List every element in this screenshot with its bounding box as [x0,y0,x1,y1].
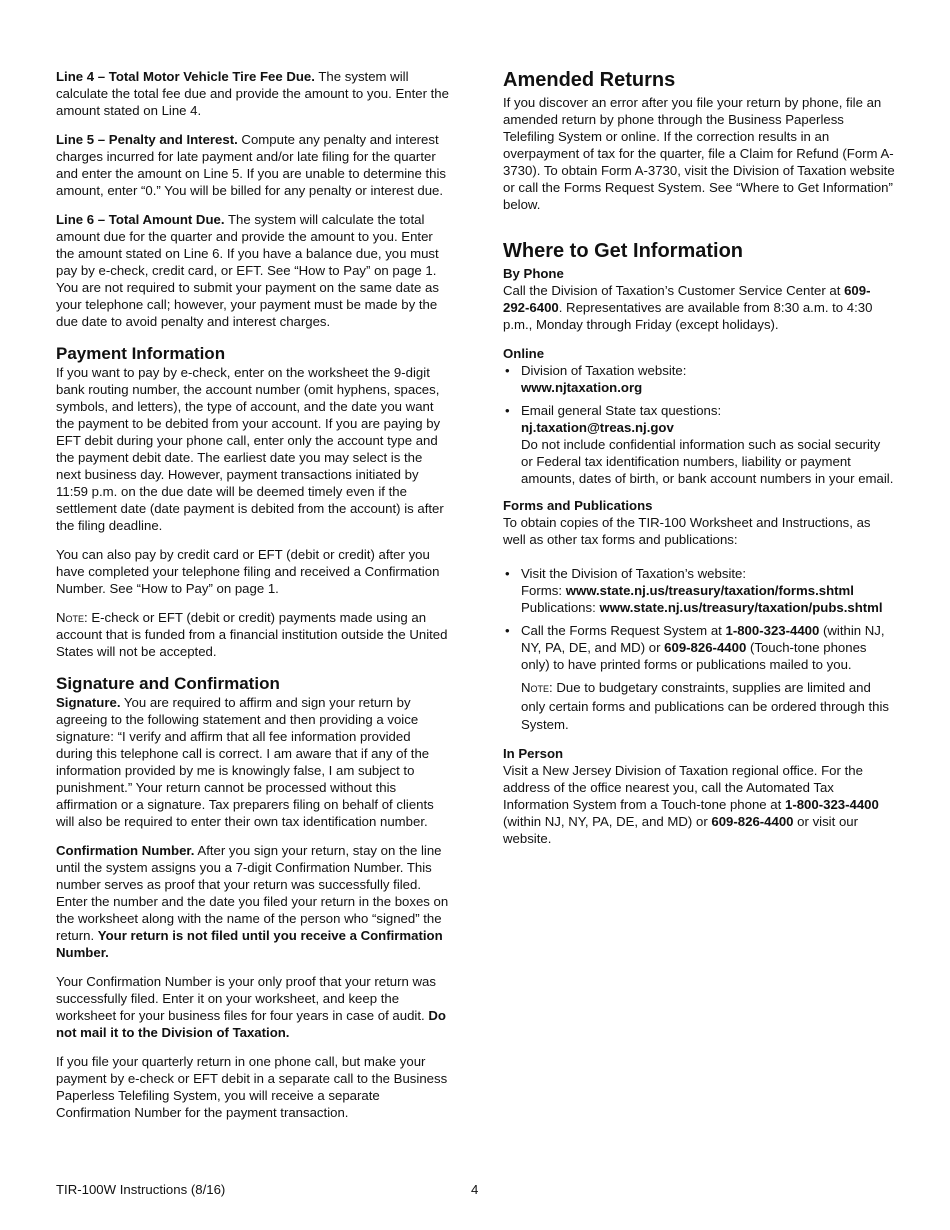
footer-document-title: TIR-100W Instructions (8/16) [56,1182,226,1197]
forms-label: Forms: [521,583,566,598]
in-person-paragraph [503,762,895,847]
list-item [503,565,895,616]
line4-label: Line 4 – Total Motor Vehicle Tire Fee Due. [56,69,315,84]
signature-label: Signature. [56,695,121,710]
line4-text: The system will calculate the total fee due and provide the amount to you. Enter the amount stated on Line 4. [56,69,449,118]
in-person-text: Visit a New Jersey Division of Taxation regional office. For the address of the office nearest you, call the Automated Tax Information System from a Touch-tone phone at [503,762,863,812]
where-heading: Where to Get Information [503,240,743,262]
forms-call-text-3: (Touch-tone phones only) to have printed forms or publications mailed to you. [521,640,867,672]
forms-intro: To obtain copies of the TIR-100 Worksheet and Instructions, as well as other tax forms and publications: [503,515,871,547]
in-person-text-2: (within NJ, NY, PA, DE, and MD) or [503,813,712,829]
in-person-phone-1: 1-800-323-4400 [784,796,879,812]
confirmation-label: Confirmation Number. [56,843,195,858]
online-list [503,362,895,487]
in-person-heading: In Person [503,745,564,761]
confirmation-paragraph [56,842,450,961]
customer-service-phone: 609-292-6400 [503,283,871,315]
line5-paragraph [56,131,450,199]
note-text: E-check or EFT (debit or credit) payments made using an account that is funded from a financial institution outside the United States will not be accepted. [56,610,448,659]
online-heading: Online [503,346,545,361]
website-label: Division of Taxation website: [521,363,687,378]
confirmation-bold: Your return is not filed until you receive a Confirmation Number. [56,928,443,960]
website-link[interactable]: www.njtaxation.org [521,380,643,395]
forms-call-text: Call the Forms Request System at [521,623,726,638]
note-label: Note: [56,610,88,625]
amended-heading: Amended Returns [503,69,676,91]
by-phone-text: Call the Division of Taxation’s Customer Service Center at [503,283,845,298]
note-label: Note: [521,680,553,695]
publications-link[interactable]: www.state.nj.us/treasury/taxation/pubs.shtml [599,600,883,615]
list-item [503,402,895,487]
in-person-text-3: or visit our website. [503,813,859,846]
signature-heading: Signature and Confirmation [56,674,280,693]
payment-paragraph-2: You can also pay by credit card or EFT (debit or credit) after you have completed your telephone filing and received a Confirmation Number. See “How to Pay” on page 1. [56,547,440,596]
line6-label: Line 6 – Total Amount Due. [56,212,225,227]
email-link[interactable]: nj.taxation@treas.nj.gov [521,420,674,435]
left-column [56,68,450,1133]
proof-bold: Do not mail it to the Division of Taxation. [56,1008,446,1040]
publications-label: Publications: [521,600,600,615]
line5-label: Line 5 – Penalty and Interest. [56,132,238,147]
separate-call-paragraph: If you file your quarterly return in one phone call, but make your payment by e-check or EFT debit in a separate call to the Business Paperless Telefiling System, you will receive a separate Confirmation Number for the payment transaction. [56,1054,448,1120]
forms-list [503,565,895,735]
page-footer [56,1181,895,1198]
email-label: Email general State tax questions: [521,403,722,418]
line6-paragraph [56,211,450,330]
payment-paragraph-1: If you want to pay by e-check, enter on the worksheet the 9-digit bank routing number, the account number (omit hyphens, spaces, symbols, and letters), the type of account, and the date you want the payment to be debited from your account. If you are paying by EFT debit during your phone call, enter only the account type and the payment debit date. The earliest date you may select is the next business day. However, payment transactions initiated by 11:59 p.m. on the due date will be deemed timely even if the settlement date (date payment is debited from the account) is after the filing deadline. [56,365,444,533]
forms-heading: Forms and Publications [503,498,653,513]
by-phone-text-2: . Representatives are available from 8:30 a.m. to 4:30 p.m., Monday through Friday (except holidays). [503,300,873,332]
by-phone-paragraph [503,282,895,333]
confirmation-text: After you sign your return, stay on the line until the system assigns you a 7-digit Confirmation Number. This number serves as proof that your return was successfully filed. Enter the number and the date you filed your return in the boxes on the worksheet along with the name of the person who “signed” the return. [56,843,449,943]
forms-phone-1: 1-800-323-4400 [725,623,820,638]
line6-text: The system will calculate the total amount due for the quarter and provide the amount to you. Enter the amount stated on Line 6. If you have a balance due, you must pay by e-check, credit card, or EFT. See “How to Pay” on page 1. You are not required to submit your payment on the same date as your telephone call; however, your payment must be made by the due date to avoid penalty and interest charges. [56,212,439,329]
list-item [503,362,895,396]
right-column [503,68,895,859]
by-phone-heading: By Phone [503,266,564,281]
note-text: Due to budgetary constraints, supplies are limited and only certain forms and publications can be ordered through this System. [521,680,890,732]
forms-visit-text: Visit the Division of Taxation’s website: [521,566,747,581]
email-note: Do not include confidential information such as social security or Federal tax identification numbers, liability or payment amounts, dates of birth, or bank account numbers in your email. [521,437,894,486]
list-item [503,622,895,735]
forms-phone-2: 609-826-4400 [664,640,747,655]
signature-text: You are required to affirm and sign your return by agreeing to the following statement and then providing a voice signature: “I verify and affirm that all fee information provided during this telephone call is correct. I am aware that if any of the information provided by me is knowingly false, I am subject to punishment.” Your return cannot be processed without this affirmation or a signature. Tax preparers filing on behalf of clients will also be required to enter their own tax identification number. [56,695,434,829]
forms-link[interactable]: www.state.nj.us/treasury/taxation/forms.shtml [565,583,854,598]
payment-note [56,609,450,660]
payment-heading: Payment Information [56,344,226,363]
proof-paragraph [56,973,450,1041]
amended-paragraph: If you discover an error after you file your return by phone, file an amended return by phone through the Business Paperless Telefiling System or online. If the correction results in an overpayment of tax for the quarter, file a Claim for Refund (Form A-3730). To obtain Form A-3730, visit the Division of Taxation website or call the Forms Request System. See “Where to Get Information” below. [503,95,895,212]
page-number: 4 [471,1182,479,1197]
forms-call-text-2: (within NJ, NY, PA, DE, and MD) or [521,623,885,655]
forms-note [521,679,895,735]
signature-paragraph [56,694,450,830]
line5-text: Compute any penalty and interest charges incurred for late payment and/or late filing for the quarter and enter the amount on Line 5. If you are unable to determine this amount, enter “0.” You will be billed for any penalty or interest due. [56,132,447,198]
in-person-phone-2: 609-826-4400 [711,813,794,829]
line4-paragraph [56,68,450,119]
proof-text: Your Confirmation Number is your only proof that your return was successfully filed. Enter it on your worksheet, and keep the worksheet for your business files for four years in case of audit. [56,974,436,1023]
